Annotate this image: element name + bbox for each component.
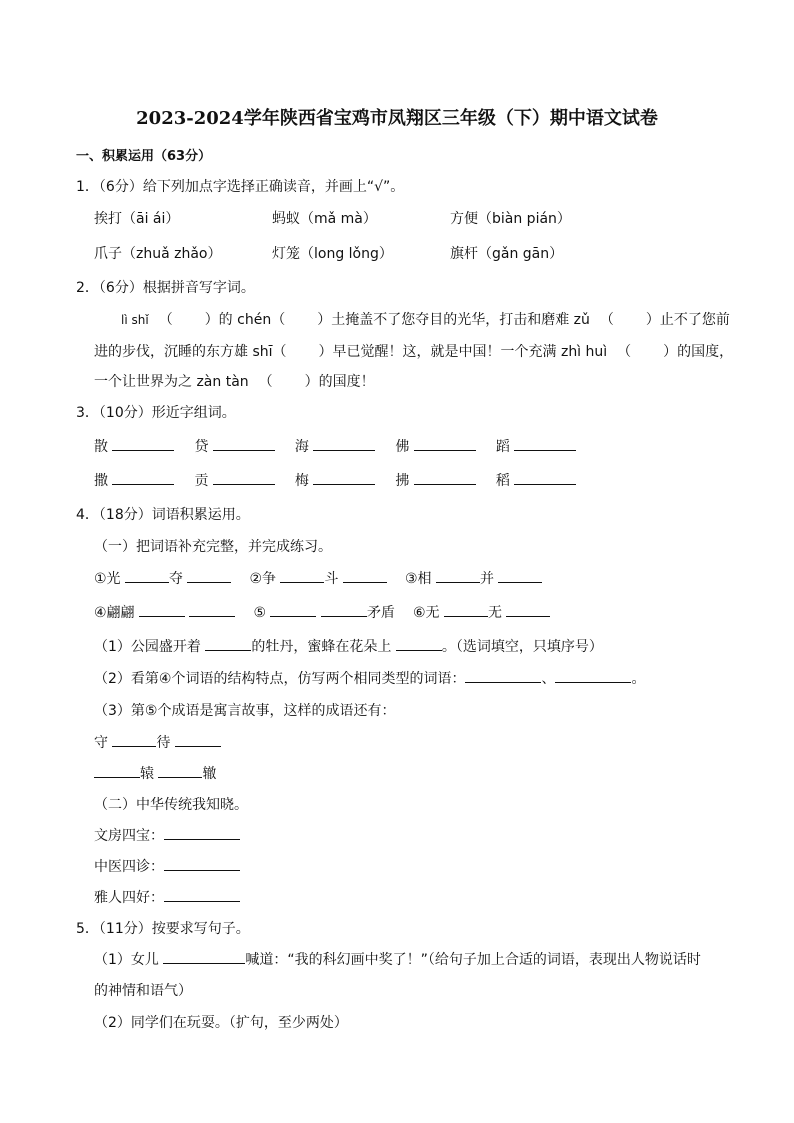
idiom-blank-row: 守 待 (94, 732, 221, 752)
fill-in-sentence: （1）女儿 喊道：“我的科幻画中奖了！”（给句子加上合适的词语，表现出人物说话时 (94, 949, 701, 969)
subsection-heading: （二）中华传统我知晓。 (94, 797, 248, 813)
paragraph-line: lì shǐ （ ）的 chén（ ）土掩盖不了您夺目的光华，打击和磨难 zǔ （ ）止不了您前 (121, 312, 730, 328)
word-blank-row: 散 贷 海 佛 蹈 (94, 436, 576, 456)
tradition-blank-row: 文房四宝： (94, 825, 240, 845)
pinyin-choice-item: 爪子（zhuǎ zhǎo） (94, 246, 222, 262)
question-1-stem: 1．（6分）给下列加点字选择正确读音，并画上“√”。 (76, 179, 405, 195)
fill-in-sentence: （2）同学们在玩耍。（扩句，至少两处） (94, 1015, 348, 1031)
section-heading: 一、积累运用（63分） (76, 149, 212, 164)
fill-in-sentence: （1）公园盛开着 的牡丹，蜜蜂在花朵上 。（选词填空，只填序号） (94, 636, 603, 656)
fill-in-sentence: 的神情和语气） (94, 983, 192, 999)
fill-in-sentence: （3）第⑤个成语是寓言故事，这样的成语还有： (94, 703, 396, 719)
fill-in-sentence: （2）看第④个词语的结构特点，仿写两个相同类型的词语： 、 。 (94, 668, 645, 688)
pinyin-choice-item: 方便（biàn pián） (450, 211, 571, 227)
idiom-blank-row: 辕 辙 (94, 763, 216, 783)
question-4-stem: 4．（18分）词语积累运用。 (76, 507, 250, 523)
tradition-blank-row: 中医四诊： (94, 856, 240, 876)
paragraph-line: 一个让世界为之 zàn tàn （ ）的国度！ (94, 374, 375, 390)
question-5-stem: 5．（11分）按要求写句子。 (76, 921, 250, 937)
page-title: 2023-2024学年陕西省宝鸡市凤翔区三年级（下）期中语文试卷 (136, 108, 658, 129)
question-3-stem: 3．（10分）形近字组词。 (76, 405, 236, 421)
question-2-stem: 2．（6分）根据拼音写字词。 (76, 280, 255, 296)
subsection-heading: （一）把词语补充完整，并完成练习。 (94, 539, 332, 555)
pinyin-choice-item: 挨打（āi ái） (94, 211, 180, 227)
word-blank-row: 撒 贡 梅 拂 稻 (94, 470, 576, 490)
pinyin-choice-item: 蚂蚁（mǎ mà） (272, 211, 377, 227)
paragraph-line: 进的步伐，沉睡的东方雄 shī（ ）早已觉醒！这，就是中国！一个充满 zhì huì （ ）的国度， (94, 344, 734, 360)
pinyin-choice-item: 灯笼（long lǒng） (272, 246, 393, 262)
pinyin-choice-item: 旗杆（gǎn gān） (450, 246, 564, 262)
idiom-blank-row: ①光 夺 ②争 斗 ③相 并 (94, 568, 542, 588)
idiom-blank-row: ④翩翩 ⑤ 矛盾 ⑥无 无 (94, 602, 550, 622)
tradition-blank-row: 雅人四好： (94, 887, 240, 907)
